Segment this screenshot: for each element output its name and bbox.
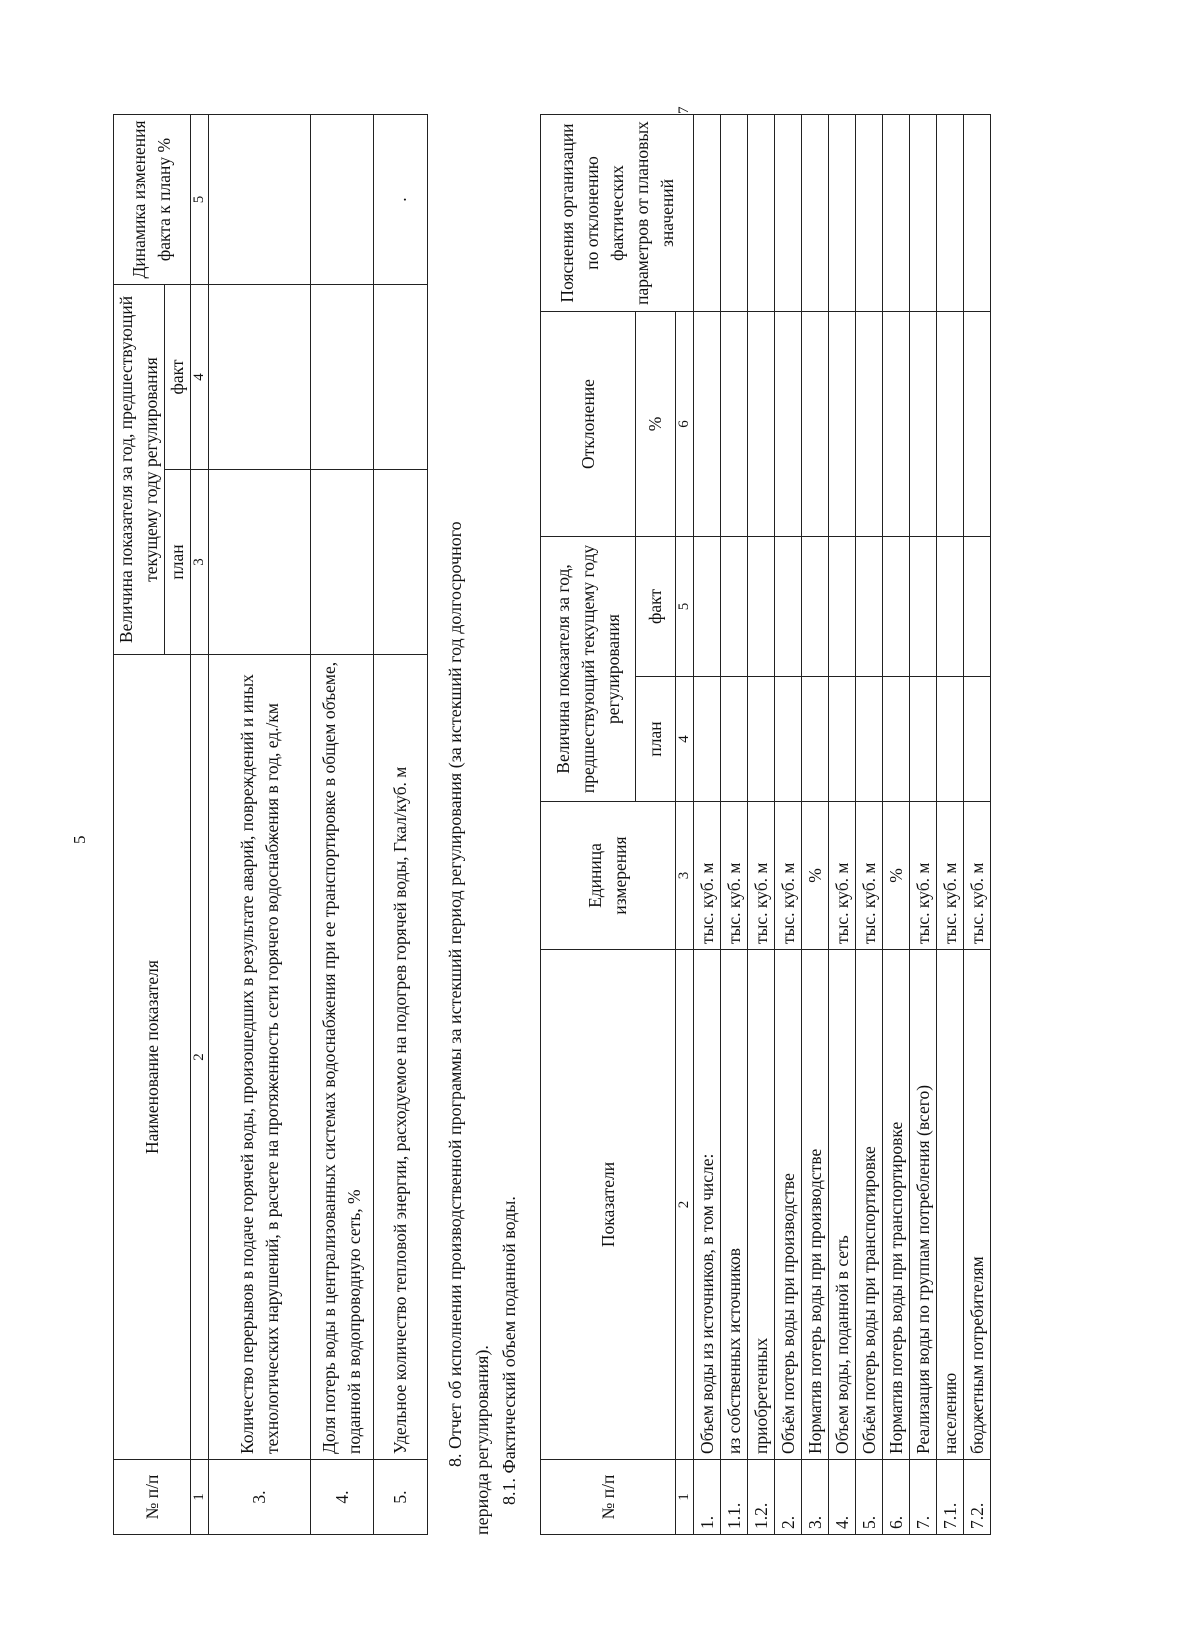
row-plan: [374, 470, 428, 655]
col-number: 2: [191, 655, 209, 1460]
row-dynamics: [209, 115, 311, 285]
row-num: 7.1.: [937, 1460, 964, 1535]
row-unit: тыс. куб. м: [937, 802, 964, 950]
row-name: Реализация воды по группам потребления (всего): [910, 950, 937, 1460]
row-num: 4.: [311, 1460, 374, 1535]
table-row: [883, 115, 910, 1535]
row-name: Доля потерь воды в централизованных системах водоснабжения при ее транспортировке в общем объеме, поданной в водопроводную сеть, %: [311, 655, 374, 1460]
row-name: Количество перерывов в подаче горячей воды, произошедших в результате аварий, повреждений и иных технологических нарушений, в расчете на протяженность сети горячего водоснабжения в год, ед./км: [209, 655, 311, 1460]
row-dynamics: .: [374, 115, 428, 285]
header-dynamics: Динамика изменения факта к плану %: [114, 115, 191, 285]
row-name: населению: [937, 950, 964, 1460]
col-number: 3: [191, 470, 209, 655]
table-row: [694, 115, 721, 1535]
table-row: [209, 115, 311, 1535]
row-num: 7.2.: [964, 1460, 991, 1535]
header-explanations: Пояснения организации по отклонению фактических параметров от плановых значений: [541, 115, 694, 312]
header-plan: план: [636, 677, 676, 802]
row-name: Объем воды из источников, в том числе:: [694, 950, 721, 1460]
row-num: 1.: [694, 1460, 721, 1535]
section-8-1-subheading: 8.1. Фактический объем поданной воды.: [499, 1196, 519, 1505]
row-num: 5.: [856, 1460, 883, 1535]
header-num: № п/п: [541, 1460, 676, 1535]
header-unit: Единица измерения: [541, 802, 676, 950]
row-num: 4.: [829, 1460, 856, 1535]
table-row: [775, 115, 802, 1535]
row-name: приобретенных: [748, 950, 775, 1460]
table-row: [829, 115, 856, 1535]
row-name: Объем воды, поданной в сеть: [829, 950, 856, 1460]
header-fact: факт: [165, 285, 191, 470]
row-num: 6.: [883, 1460, 910, 1535]
row-dynamics: [311, 115, 374, 285]
row-name: Норматив потерь воды при транспортировке: [883, 950, 910, 1460]
row-name: Объём потерь воды при транспортировке: [856, 950, 883, 1460]
col-number: 3: [676, 802, 694, 950]
row-unit: тыс. куб. м: [829, 802, 856, 950]
table-row: [937, 115, 964, 1535]
row-fact: [374, 285, 428, 470]
header-value-group: Величина показателя за год, предшествующий текущему году регулирования: [541, 537, 636, 802]
row-unit: тыс. куб. м: [964, 802, 991, 950]
col-number: 6: [676, 312, 694, 537]
row-unit: тыс. куб. м: [694, 802, 721, 950]
header-fact: факт: [636, 537, 676, 677]
header-num: № п/п: [114, 1460, 191, 1535]
col-number: 1: [676, 1460, 694, 1535]
page-number: 5: [70, 835, 89, 844]
row-plan: [311, 470, 374, 655]
row-name: Объём потерь воды при производстве: [775, 950, 802, 1460]
col-number: 1: [191, 1460, 209, 1535]
row-num: 2.: [775, 1460, 802, 1535]
table-row: [311, 115, 374, 1535]
header-percent: %: [636, 312, 676, 537]
indicators-table: [113, 114, 428, 1535]
header-value-group: Величина показателя за год, предшествующий текущему году регулирования: [114, 285, 165, 655]
row-num: 1.2.: [748, 1460, 775, 1535]
header-plan: план: [165, 470, 191, 655]
row-plan: [209, 470, 311, 655]
table-row: [802, 115, 829, 1535]
water-volume-table: № п/п Показатели Единица измерения Величина показателя за год, предшествующий текущему году регулирования Отклонение Пояснения организации по отклонению фактических параметров от плановых значений план факт % 1 2 3 4 5 6 7 1. Объем воды из источников, в том числе: тыс. куб. м 1.1. из собственных источников тыс. куб. м 1.2. приобретенных тыс. куб. м 2. Объём потерь воды при производстве тыс. куб. м 3. Норматив потерь воды при производстве % 4. Объем воды, поданной в сеть тыс. куб. м 5. Объём потерь воды при транспортировке тыс. куб. м 6. Норматив потерь воды при транспортировке % 7. Реализация воды по группам потребления (всего) тыс. куб. м 7.1. населению тыс. куб. м 7.2. бюджетным потребителям тыс. куб. м: [540, 114, 991, 1535]
row-num: 3.: [802, 1460, 829, 1535]
col-number: 4: [191, 285, 209, 470]
table-row: [748, 115, 775, 1535]
header-indicators: Показатели: [541, 950, 676, 1460]
table-row: [964, 115, 991, 1535]
row-unit: %: [883, 802, 910, 950]
row-unit: тыс. куб. м: [775, 802, 802, 950]
row-num: 7.: [910, 1460, 937, 1535]
row-unit: тыс. куб. м: [721, 802, 748, 950]
row-name: из собственных источников: [721, 950, 748, 1460]
col-number: 5: [676, 537, 694, 677]
row-unit: тыс. куб. м: [856, 802, 883, 950]
header-deviation: Отклонение: [541, 312, 636, 537]
row-num: 3.: [209, 1460, 311, 1535]
col-number: 5: [191, 115, 209, 285]
table-row: [856, 115, 883, 1535]
row-unit: тыс. куб. м: [748, 802, 775, 950]
section-8-heading: 8. Отчет об исполнении производственной программы за истекший период регулирования (за истекший год долгосрочного: [445, 521, 465, 1467]
table-row: [910, 115, 937, 1535]
row-unit: тыс. куб. м: [910, 802, 937, 950]
row-name: Норматив потерь воды при производстве: [802, 950, 829, 1460]
row-fact: [209, 285, 311, 470]
table-row: [374, 115, 428, 1535]
row-unit: %: [802, 802, 829, 950]
col-number: 4: [676, 677, 694, 802]
table-row: [721, 115, 748, 1535]
row-name: Удельное количество тепловой энергии, расходуемое на подогрев горячей воды, Гкал/куб. м: [374, 655, 428, 1460]
row-fact: [311, 285, 374, 470]
row-num: 5.: [374, 1460, 428, 1535]
row-name: бюджетным потребителям: [964, 950, 991, 1460]
section-8-heading-cont: периода регулирования).: [472, 1345, 492, 1535]
row-num: 1.1.: [721, 1460, 748, 1535]
header-name: Наименование показателя: [114, 655, 191, 1460]
col-number: 2: [676, 950, 694, 1460]
